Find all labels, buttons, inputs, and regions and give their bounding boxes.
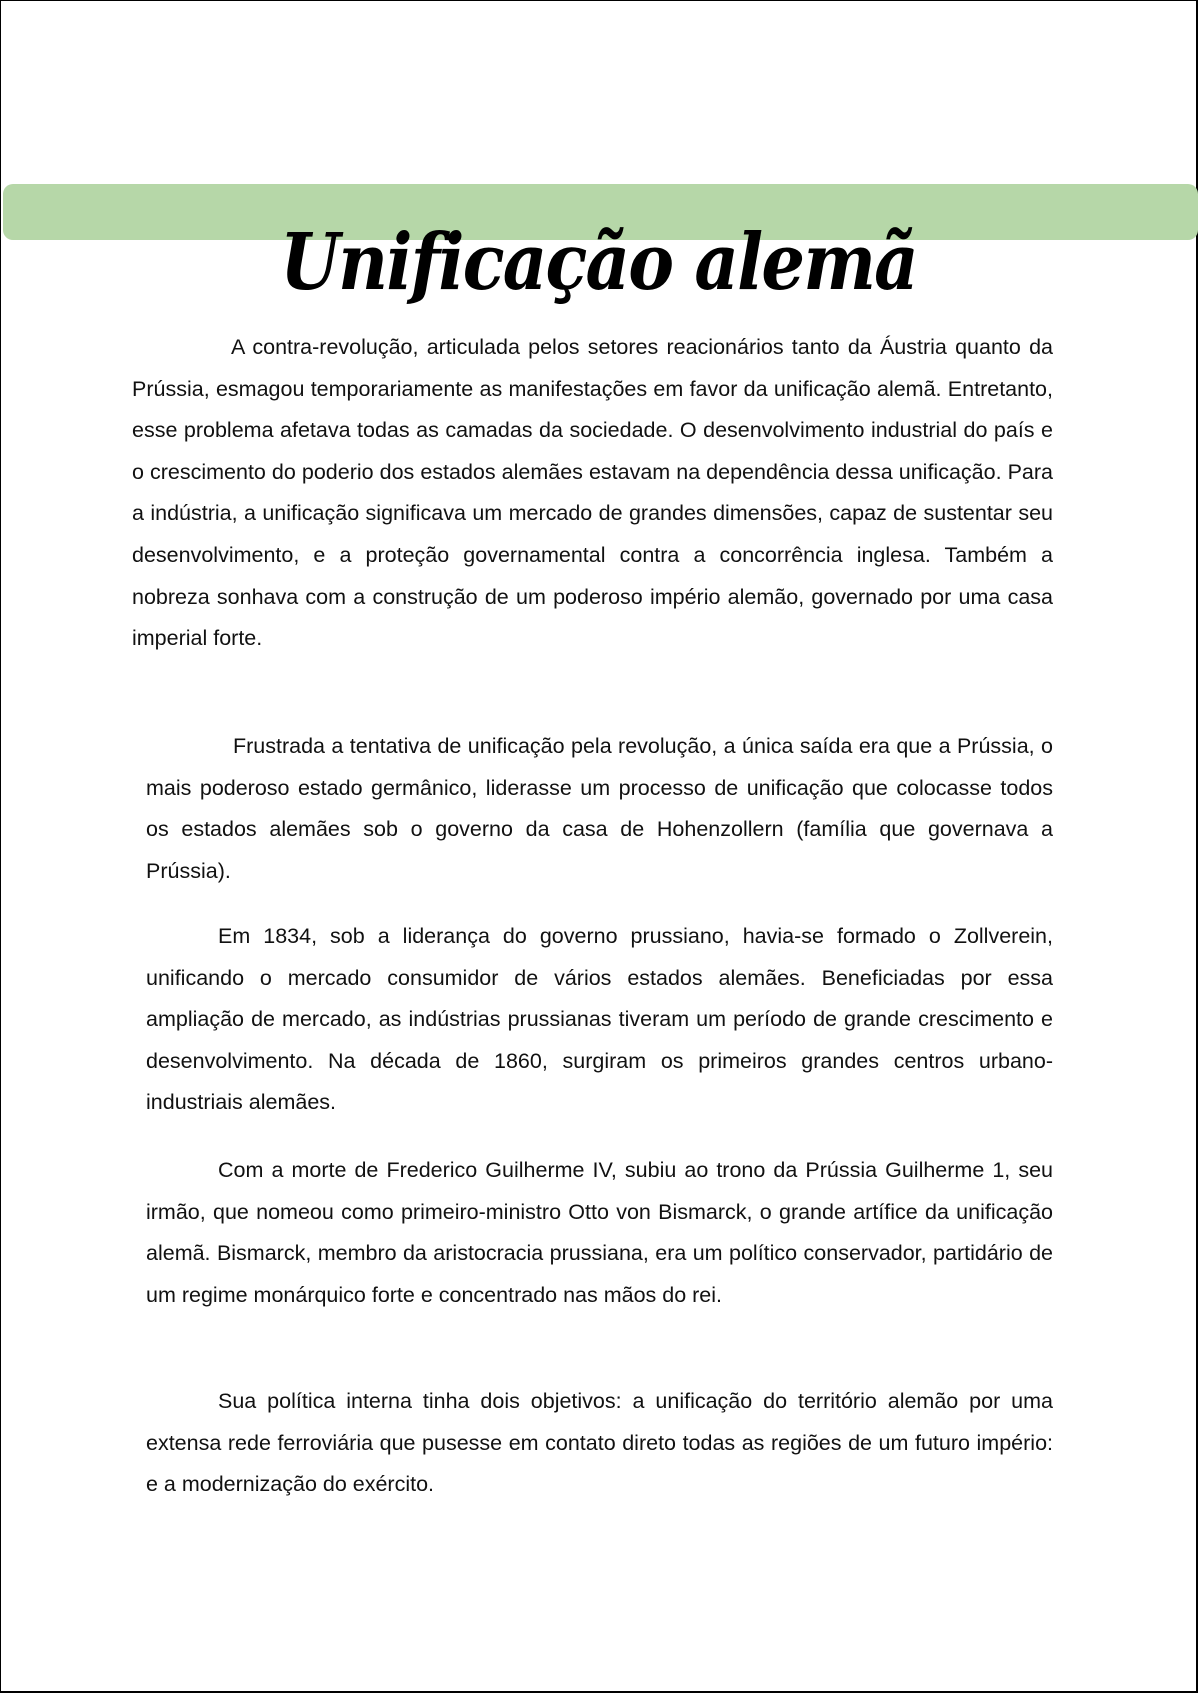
page-title: Unificação alemã [280,217,917,309]
paragraph-2 [146,726,1053,892]
paragraph-text: Sua política interna tinha dois objetivos: a unificação do território alemão por uma extensa rede ferroviária que pusesse em contato direto todas as regiões de um futuro império: e a modernização do exército. [146,1389,1053,1497]
paragraph-1 [132,327,1053,660]
paragraph-4 [146,1150,1053,1316]
paragraph-text: Em 1834, sob a liderança do governo prussiano, havia-se formado o Zollverein, unificando o mercado consumidor de vários estados alemães. Beneficiadas por essa ampliação de mercado, as indústrias prussianas tiveram um período de grande crescimento e desenvolvimento. Na década de 1860, surgiram os primeiros grandes centros urbano-industriais alemães. [146,924,1053,1115]
paragraph-5 [146,1381,1053,1506]
paragraph-text: Com a morte de Frederico Guilherme IV, subiu ao trono da Prússia Guilherme 1, seu irmão, que nomeou como primeiro-ministro Otto von Bismarck, o grande artífice da unificação alemã. Bismarck, membro da aristocracia prussiana, era um político conservador, partidário de um regime monárquico forte e concentrado nas mãos do rei. [146,1158,1053,1307]
paragraph-text: A contra-revolução, articulada pelos setores reacionários tanto da Áustria quanto da Prússia, esmagou temporariamente as manifestações em favor da unificação alemã. Entretanto, esse problema afetava todas as camadas da sociedade. O desenvolvimento industrial do país e o crescimento do poderio dos estados alemães estavam na dependência dessa unificação. Para a indústria, a unificação significava um mercado de grandes dimensões, capaz de sustentar seu desenvolvimento, e a proteção governamental contra a concorrência inglesa. Também a nobreza sonhava com a construção de um poderoso império alemão, governado por uma casa imperial forte. [132,335,1053,651]
paragraph-3 [146,916,1053,1124]
paragraph-text: Frustrada a tentativa de unificação pela revolução, a única saída era que a Prússia, o mais poderoso estado germânico, liderasse um processo de unificação que colocasse todos os estados alemães sob o governo da casa de Hohenzollern (família que governava a Prússia). [146,734,1053,883]
